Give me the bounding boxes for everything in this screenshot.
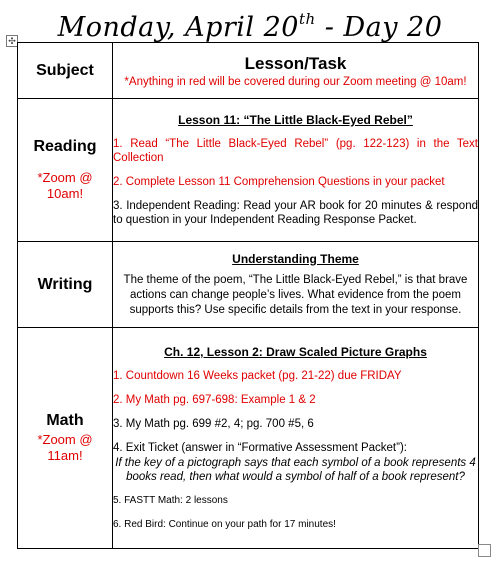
task-header-cell[interactable] [113,43,479,99]
reading-zoom: *Zoom @ 10am! [37,170,93,201]
reading-item-1: 1. Read “The Little Black-Eyed Rebel” (pg. 122-123) in the Text Collection [113,138,478,164]
resize-handle-icon[interactable] [478,544,491,557]
reading-subject: Reading [33,138,97,155]
math-subject: Math [46,412,84,429]
exit-ticket-question: If the key of a pictograph says that each symbol of a book represents 4 books read, then what would a symbol of half of a book represent? [115,456,476,483]
writing-lesson-title: Understanding Theme [232,251,359,266]
reading-lesson-title: Lesson 11: “The Little Black-Eyed Rebel” [178,113,413,127]
writing-task-cell[interactable] [113,242,479,328]
header-row [18,43,479,99]
reading-item-2: 2. Complete Lesson 11 Comprehension Questions in your packet [113,176,445,188]
move-arrows-icon[interactable]: ✣ [6,35,18,47]
math-item-3: 3. My Math pg. 699 #2, 4; pg. 700 #5, 6 [113,417,314,430]
task-header: Lesson/Task [244,53,347,73]
page-title: Monday, April 20th - Day 20 [57,10,443,43]
math-item-5: 5. FASTT Math: 2 lessons [113,494,228,506]
writing-subject-cell[interactable] [18,242,113,328]
math-item-2: 2. My Math pg. 697-698: Example 1 & 2 [113,393,316,406]
math-item-6: 6. Red Bird: Continue on your path for 17 minutes! [113,518,336,530]
reading-subject-cell[interactable] [18,99,113,242]
reading-item-3: 3. Independent Reading: Read your AR book for 20 minutes & respond to question in your Independent Reading Response Packet. [113,200,478,226]
lesson-table [17,42,479,549]
math-item-1: 1. Countdown 16 Weeks packet (pg. 21-22) due FRIDAY [113,369,402,382]
math-item-4: 4. Exit Ticket (answer in “Formative Assessment Packet”): [113,441,407,454]
math-task-cell[interactable] [113,328,479,549]
zoom-note: *Anything in red will be covered during our Zoom meeting @ 10am! [124,75,467,88]
math-subject-cell[interactable] [18,328,113,549]
reading-row [18,99,479,242]
math-zoom: *Zoom @ 11am! [37,432,93,463]
writing-row [18,242,479,328]
writing-subject: Writing [37,275,93,293]
reading-task-cell[interactable] [113,99,479,242]
subject-header-cell[interactable] [18,43,113,99]
writing-prompt: The theme of the poem, “The Little Black-Eyed Rebel,” is that brave actions can change people’s lives. What evidence from the poem supports this? Use specific details from the text in your response. [123,273,468,316]
subject-header: Subject [36,61,94,79]
math-row [18,328,479,549]
math-lesson-title: Ch. 12, Lesson 2: Draw Scaled Picture Graphs [164,344,427,359]
